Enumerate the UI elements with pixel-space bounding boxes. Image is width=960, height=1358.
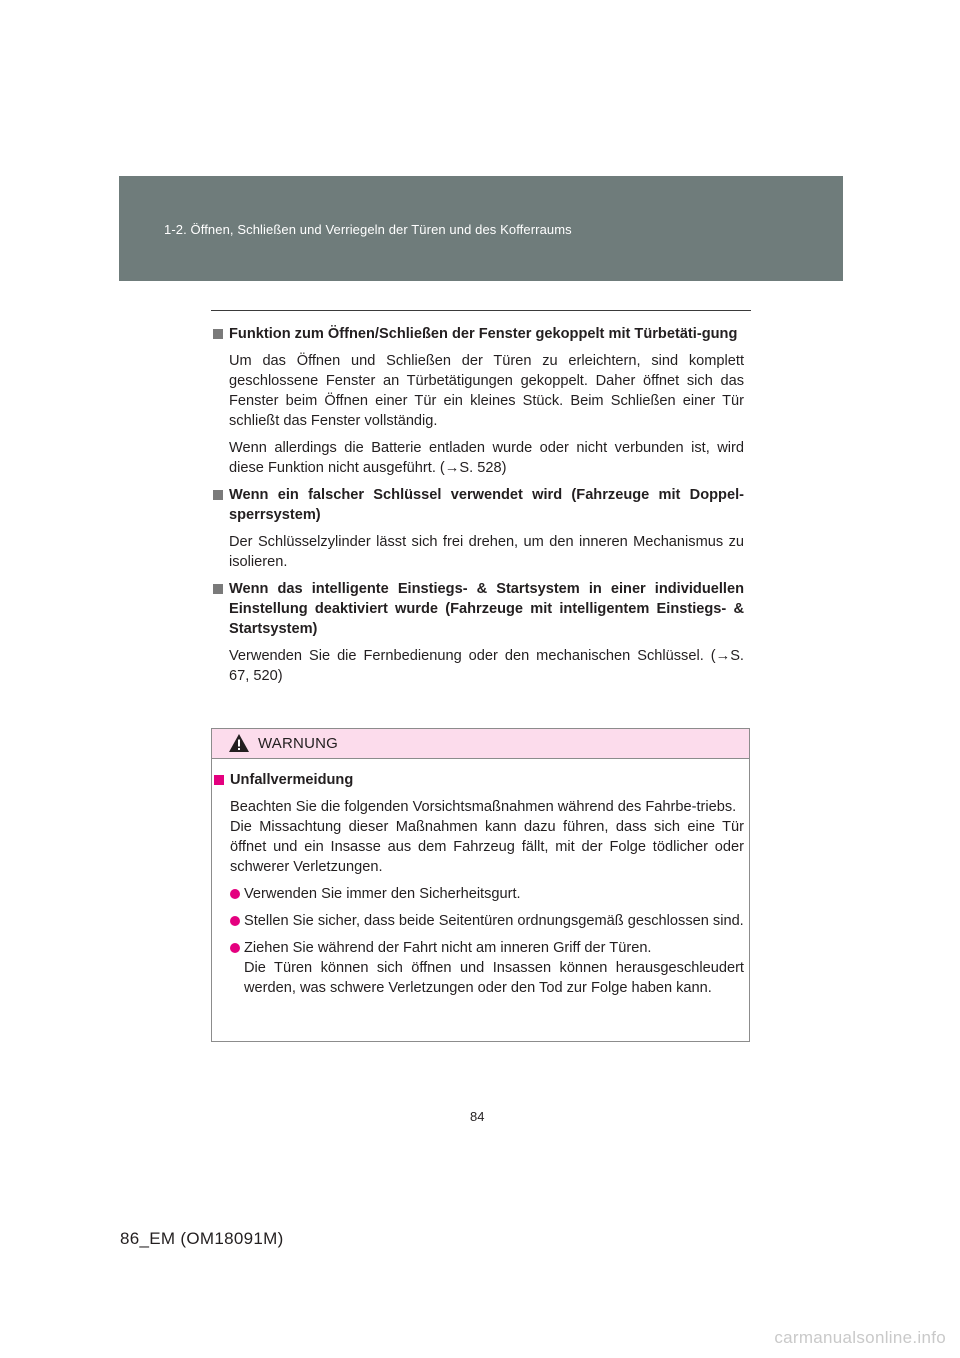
warning-bullet-text: Verwenden Sie immer den Sicherheitsgurt. (244, 886, 521, 902)
square-bullet-icon (213, 329, 223, 339)
main-content (211, 324, 744, 693)
section-heading-text: Wenn das intelligente Einstiegs- & Startsystem in einer individuellen Einstellung deaktiviert wurde (Fahrzeuge mit intelligentem Einstiegs- & Startsystem) (229, 581, 744, 637)
paragraph: Der Schlüsselzylinder lässt sich frei drehen, um den inneren Mechanismus zu isolieren. (229, 534, 744, 570)
warning-body (212, 770, 744, 1005)
document-code: 86_EM (OM18091M) (120, 1229, 284, 1248)
warning-bullet-text: Stellen Sie sicher, dass beide Seitentüren ordnungsgemäß geschlossen sind. (244, 913, 744, 929)
warning-intro-line: Beachten Sie die folgenden Vorsichtsmaßnahmen während des Fahrbe-triebs. (230, 799, 737, 815)
paragraph: Wenn allerdings die Batterie entladen wurde oder nicht verbunden ist, wird diese Funktion nicht ausgeführt. (→S. 528) (229, 440, 744, 476)
warning-bullet-continuation: Die Türen können sich öffnen und Insassen können herausgeschleudert werden, was schwere Verletzungen oder den Tod zur Folge haben kann. (244, 960, 744, 996)
page-number: 84 (470, 1109, 485, 1124)
circle-bullet-icon (230, 889, 240, 899)
circle-bullet-icon (230, 943, 240, 953)
warning-title-bar (212, 729, 749, 759)
section-heading-text: Wenn ein falscher Schlüssel verwendet wird (Fahrzeuge mit Doppel-sperrsystem) (229, 487, 744, 523)
top-divider (211, 310, 751, 311)
warning-box (211, 728, 750, 1042)
paragraph: Verwenden Sie die Fernbedienung oder den mechanischen Schlüssel. (→S. 67, 520) (229, 648, 744, 684)
warning-bullet-text: Ziehen Sie während der Fahrt nicht am inneren Griff der Türen. (244, 940, 652, 956)
watermark: carmanualsonline.info (774, 1328, 946, 1347)
square-bullet-icon (213, 490, 223, 500)
chapter-header-band (119, 176, 843, 281)
chapter-title: 1-2. Öffnen, Schließen und Verriegeln der Türen und des Kofferraums (164, 222, 572, 237)
square-bullet-icon (213, 584, 223, 594)
circle-bullet-icon (230, 916, 240, 926)
section-heading-smart-entry (211, 579, 744, 639)
warning-heading (212, 770, 744, 790)
warning-intro (212, 797, 744, 877)
warning-bullet (212, 884, 744, 904)
section-heading-window-function (211, 324, 744, 344)
section-heading-wrong-key (211, 485, 744, 525)
warning-heading-text: Unfallvermeidung (230, 772, 354, 788)
warning-triangle-icon (228, 733, 250, 753)
warning-title: WARNUNG (258, 734, 339, 752)
warning-bullet (212, 938, 744, 998)
square-bullet-icon (214, 775, 224, 785)
paragraph: Um das Öffnen und Schließen der Türen zu erleichtern, sind komplett geschlossene Fenster an Türbetätigungen gekoppelt. Daher öffnet sich das Fenster beim Öffnen einer Tür ein kleines Stück. Beim Schließen einer Tür schließt das Fenster vollständig. (229, 353, 744, 429)
section-heading-text: Funktion zum Öffnen/Schließen der Fenster gekoppelt mit Türbetäti-gung (229, 326, 738, 342)
warning-intro-line: Die Missachtung dieser Maßnahmen kann dazu führen, dass sich eine Tür öffnet und ein Insasse aus dem Fahrzeug fällt, mit der Folge tödlicher oder schwerer Verletzungen. (230, 819, 744, 875)
warning-bullet (212, 911, 744, 931)
